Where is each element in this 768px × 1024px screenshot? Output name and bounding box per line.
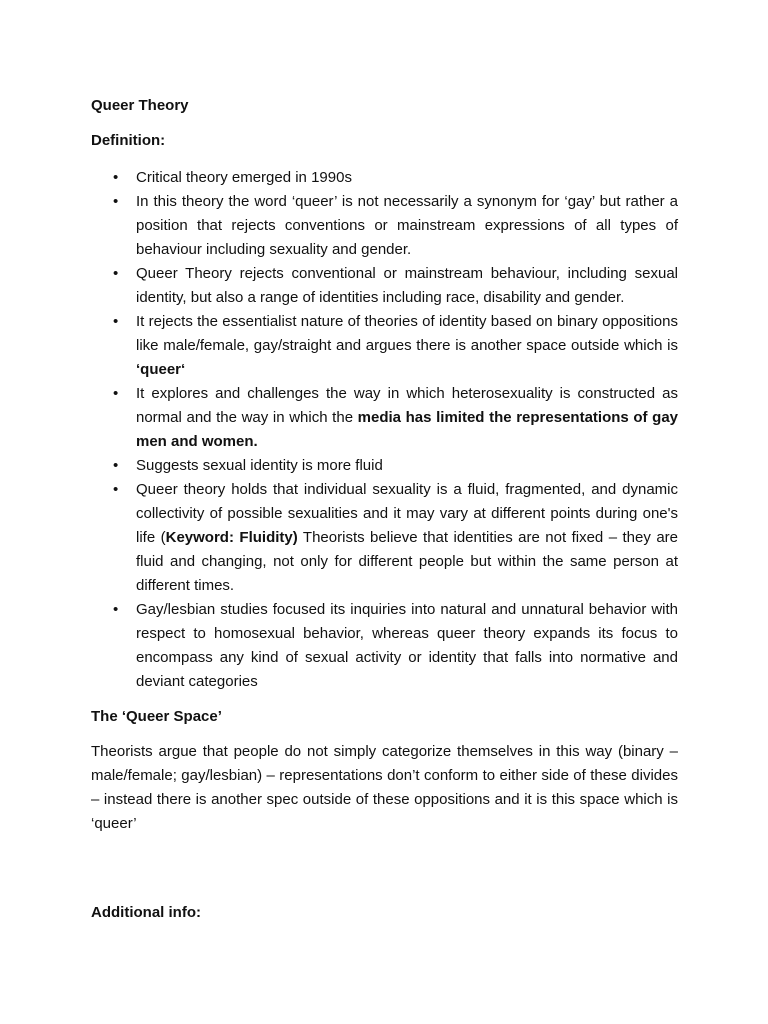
bullet-item [91,262,678,310]
document-body [91,94,678,836]
bullet-item [91,382,678,454]
bullet-text: Queer Theory rejects conventional or mainstream behaviour, including sexual identity, but also a range of identities including race, disability and gender. [136,265,678,306]
additional-info-heading: Additional info: [91,904,201,921]
bullet-item [91,190,678,262]
bullet-text: It rejects the essentialist nature of theories of identity based on binary oppositions like male/female, gay/straight and argues there is another space outside which is [136,313,678,354]
bullet-text: Suggests sexual identity is more fluid [136,457,383,474]
bullet-text: Theorists believe that identities are not fixed – they are fluid and changing, not only for different people but within the same person at different times. [136,529,678,594]
bullet-text: Queer theory holds that individual sexuality is a fluid, fragmented, and dynamic collectivity of possible sexualities and it may vary at different points during one's life ( [136,481,678,546]
bullet-item [91,454,678,478]
bullet-bold-text: Keyword: Fluidity) [165,529,298,546]
bullet-bold-text: media has limited the representations of gay men and women. [136,409,679,450]
bullet-item [91,598,678,694]
bullet-text: It explores and challenges the way in which heterosexuality is constructed as normal and the way in which the [136,385,678,426]
queer-space-heading: The ‘Queer Space’ [91,708,222,725]
bullet-item [91,166,678,190]
bullet-bold-text: ‘queer‘ [136,361,186,378]
document-title: Queer Theory [91,97,189,114]
bullet-text: Gay/lesbian studies focused its inquiries into natural and unnatural behavior with respect to homosexual behavior, whereas queer theory expands its focus to encompass any kind of sexual activity or identity that falls into normative and deviant categories [136,601,678,690]
queer-space-paragraph: Theorists argue that people do not simply categorize themselves in this way (binary – male/female; gay/lesbian) – representations don’t conform to either side of these divides – instead there is another spec outside of these oppositions and it is this space which is ‘queer’ [91,743,678,832]
bullet-item [91,478,678,598]
definition-bullet-list [91,166,678,694]
definition-heading: Definition: [91,132,166,149]
bullet-item [91,310,678,382]
bullet-text: In this theory the word ‘queer’ is not necessarily a synonym for ‘gay’ but rather a position that rejects conventions or mainstream expressions of all types of behaviour including sexuality and gender. [136,193,678,258]
bullet-text: Critical theory emerged in 1990s [136,169,352,186]
